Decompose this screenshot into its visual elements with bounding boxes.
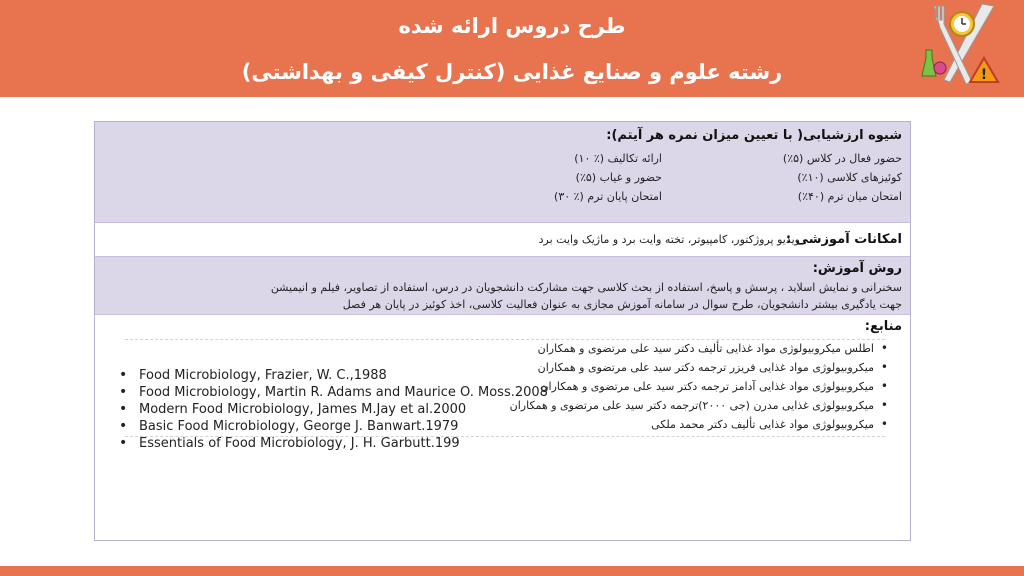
food-safety-logo-icon: [920, 2, 1000, 88]
facilities-section: [95, 223, 910, 257]
evaluation-item: ارائه تکالیف (٪ ۱۰): [574, 152, 662, 165]
evaluation-item: امتحان پایان ترم (٪ ۳۰): [554, 190, 662, 203]
list-item: • میکروبیولوژی مواد غذایی فریزر ترجمه دکتر سید علی مرتضوی و همکاران: [388, 358, 888, 377]
list-item: • اطلس میکروبیولوژی مواد غذایی تألیف دکتر سید علی مرتضوی و همکاران: [388, 339, 888, 358]
sources-heading: منابع:: [864, 319, 902, 334]
slide-title: طرح دروس ارائه شده: [398, 14, 626, 38]
facilities-heading: امکانات آموزشی :: [785, 232, 902, 247]
teaching-method-section: [95, 257, 910, 315]
evaluation-item: حضور فعال در کلاس (۵٪): [782, 152, 902, 165]
teaching-method-line: سخنرانی و نمایش اسلاید ، پرسش و پاسخ، استفاده از بحث کلاسی جهت مشارکت دانشجویان در درس، استفاده از تصاویر، فیلم و انیمیشن: [270, 281, 902, 294]
footer-bar: [0, 566, 1024, 576]
list-item: • Essentials of Food Microbiology, J. H. Garbutt.199: [117, 435, 548, 452]
evaluation-heading: شیوه ارزشیابی( با تعیین میزان نمره هر آیتم):: [606, 128, 902, 143]
course-plan-card: [94, 121, 911, 541]
list-item: • میکروبیولوژی مواد غذایی تألیف دکتر محمد ملکی: [388, 415, 888, 434]
evaluation-item: امتحان میان ترم (۴۰٪): [797, 190, 902, 203]
evaluation-section: [95, 122, 910, 223]
header-bar: [0, 0, 1024, 97]
list-item: • میکروبیولوژی غذایی مدرن (جی ۲۰۰۰)ترجمه دکتر سید علی مرتضوی و همکاران: [388, 396, 888, 415]
list-item: • Food Microbiology, Frazier, W. C.,1988: [117, 367, 548, 384]
svg-text:!: !: [980, 67, 988, 83]
teaching-method-line: جهت یادگیری بیشتر دانشجویان، طرح سوال در سامانه آموزش مجازی به عنوان فعالیت کلاسی، اخذ کوئیز در پایان هر فصل: [342, 298, 902, 311]
list-item: • میکروبیولوژی مواد غذایی آدامز ترجمه دکتر سید علی مرتضوی و همکاران: [388, 377, 888, 396]
list-item: • Basic Food Microbiology, George J. Banwart.1979: [117, 418, 548, 435]
evaluation-item: کوئیزهای کلاسی (۱۰٪): [797, 171, 902, 184]
facilities-text: ویدیو پروژکتور، کامپیوتر، تخته وایت برد و ماژیک وایت برد: [538, 233, 800, 246]
english-sources-list: [117, 367, 548, 452]
list-item: • Modern Food Microbiology, James M.Jay et al.2000: [117, 401, 548, 418]
slide-subtitle: رشته علوم و صنایع غذایی (کنترل کیفی و بهداشتی): [241, 60, 783, 84]
teaching-method-heading: روش آموزش:: [812, 261, 902, 276]
evaluation-item: حضور و غیاب (۵٪): [575, 171, 662, 184]
list-item: • Food Microbiology, Martin R. Adams and Maurice O. Moss.2008: [117, 384, 548, 401]
